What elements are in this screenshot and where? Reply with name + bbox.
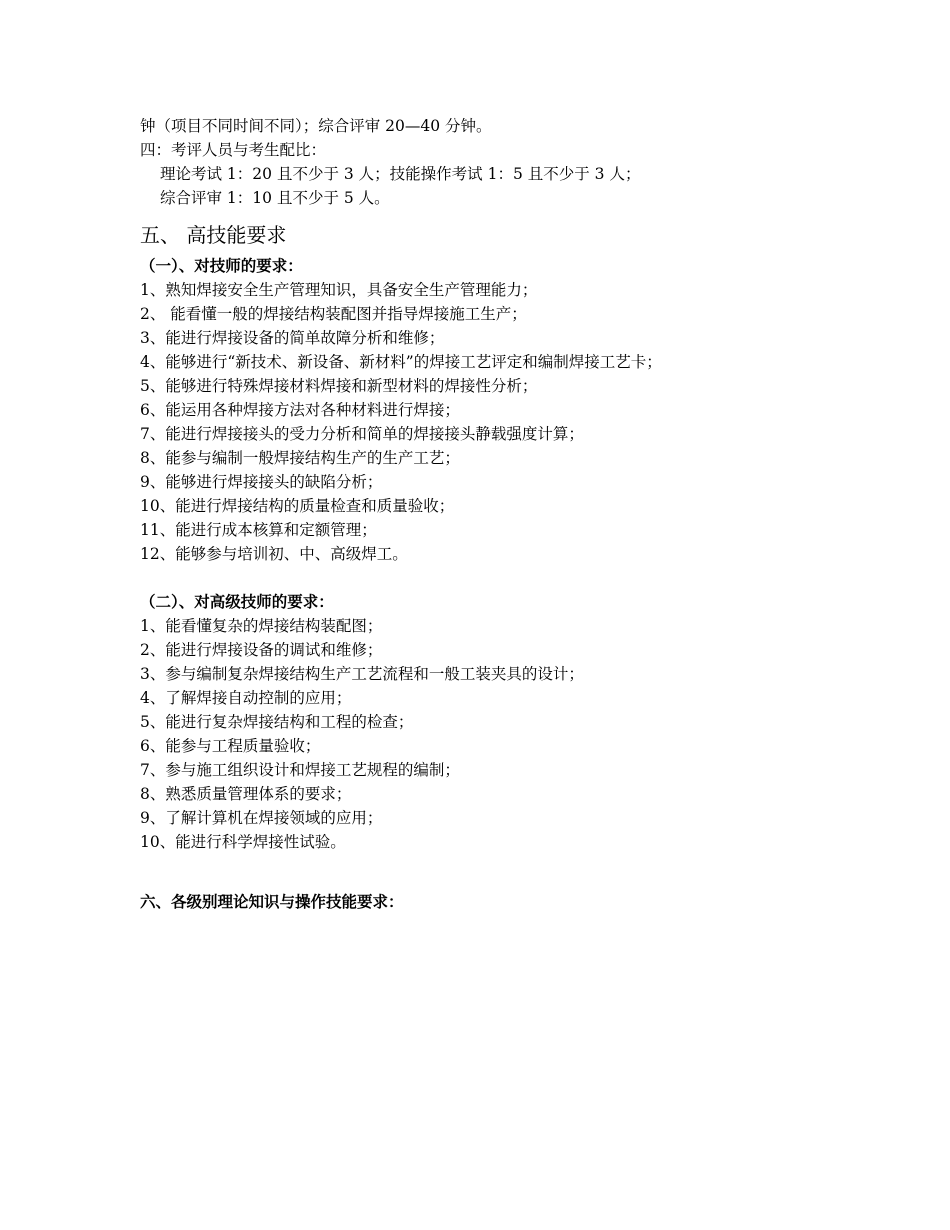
- senior-technician-list: [140, 614, 820, 854]
- list-item: 2、 能看懂一般的焊接结构装配图并指导焊接施工生产；: [140, 305, 527, 323]
- list-item: 7、参与施工组织设计和焊接工艺规程的编制；: [140, 761, 460, 779]
- list-item: 8、能参与编制一般焊接结构生产的生产工艺；: [140, 449, 460, 467]
- document-page: [140, 114, 820, 914]
- review-ratio-line: 综合评审 1：10 且不少于 5 人。: [160, 189, 390, 207]
- list-item: 6、能运用各种焊接方法对各种材料进行焊接；: [140, 401, 460, 419]
- list-item: 1、能看懂复杂的焊接结构装配图；: [140, 617, 383, 635]
- list-item: 10、能进行焊接结构的质量检查和质量验收；: [140, 497, 455, 515]
- senior-technician-heading: （二）、对高级技师的要求：: [140, 592, 334, 611]
- theory-ratio-line: 理论考试 1：20 且不少于 3 人；技能操作考试 1：5 且不少于 3 人；: [160, 165, 641, 183]
- list-item: 11、能进行成本核算和定额管理；: [140, 521, 377, 539]
- blank-line: [140, 566, 820, 590]
- list-item: 4、能够进行“新技术、新设备、新材料”的焊接工艺评定和编制焊接工艺卡；: [140, 353, 662, 371]
- list-item: 6、能参与工程质量验收；: [140, 737, 321, 755]
- list-item: 10、能进行科学焊接性试验。: [140, 833, 346, 851]
- list-item: 9、能够进行焊接接头的缺陷分析；: [140, 473, 383, 491]
- list-item: 12、能够参与培训初、中、高级焊工。: [140, 545, 408, 563]
- technician-list: [140, 278, 820, 566]
- blank-line: [140, 854, 820, 890]
- list-item: 5、能进行复杂焊接结构和工程的检查；: [140, 713, 414, 731]
- list-item: 3、参与编制复杂焊接结构生产工艺流程和一般工装夹具的设计；: [140, 665, 584, 683]
- list-item: 4、了解焊接自动控制的应用；: [140, 689, 352, 707]
- list-item: 5、能够进行特殊焊接材料焊接和新型材料的焊接性分析；: [140, 377, 538, 395]
- list-item: 3、能进行焊接设备的简单故障分析和维修；: [140, 329, 445, 347]
- section-6-title: 六、各级别理论知识与操作技能要求：: [140, 892, 404, 911]
- list-item: 1、熟知焊接安全生产管理知识，具备安全生产管理能力；: [140, 281, 538, 299]
- section-5-title: 五、 高技能要求: [140, 223, 287, 247]
- exam-duration-line: 钟（项目不同时间不同）；综合评审 20—40 分钟。: [140, 117, 492, 135]
- technician-heading: （一）、对技师的要求：: [140, 256, 303, 275]
- list-item: 2、能进行焊接设备的调试和维修；: [140, 641, 383, 659]
- list-item: 8、熟悉质量管理体系的要求；: [140, 785, 352, 803]
- examiner-ratio-heading: 四：考评人员与考生配比：: [140, 141, 327, 159]
- list-item: 9、了解计算机在焊接领域的应用；: [140, 809, 383, 827]
- list-item: 7、能进行焊接接头的受力分析和简单的焊接接头静载强度计算；: [140, 425, 584, 443]
